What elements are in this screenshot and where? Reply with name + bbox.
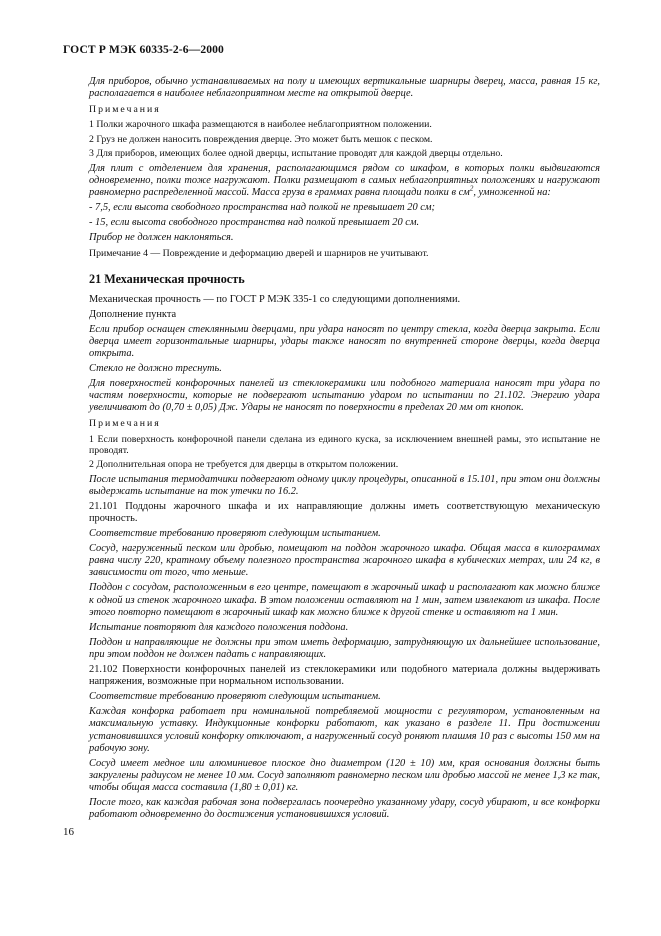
paragraph: Для приборов, обычно устанавливаемых на полу и имеющих вертикальные шарниры дверец, масса, равная 15 кг, располагается в наиболее неблагоприятном месте на открытой дверце.	[89, 76, 600, 100]
paragraph: Механическая прочность — по ГОСТ Р МЭК 335-1 со следующими дополнениями.	[89, 293, 461, 305]
paragraph: Для поверхностей конфорочных панелей из стеклокерамики или подобного материала наносят три удара по частям поверхности, которые не подвергают испытанию ударом по испытании по 21.102. Энергию удара увеличивают до (0,70 ± 0,05) Дж. Удары не наносят по поверхности в пределах 20 мм от кнопок.	[89, 378, 600, 414]
paragraph: Прибор не должен наклоняться.	[89, 231, 234, 243]
paragraph: Сосуд, нагруженный песком или дробью, помещают на поддон жарочного шкафа. Общая масса в килограммах равна числу 220, кратному объему полезного пространства жарочного шкафа в кубических метрах, или 24 кг, в зависимости от того, что меньше.	[89, 543, 600, 579]
paragraph: После испытания термодатчики подвергают одному циклу процедуры, описанной в 15.101, при этом они должны выдержать испытание на ток утечки по 16.2.	[89, 473, 600, 497]
list-item: - 15, если высота свободного пространства над полкой превышает 20 см.	[89, 216, 420, 228]
paragraph: Дополнение пункта	[89, 308, 177, 320]
note-item: 2 Дополнительная опора не требуется для дверцы в открытом положении.	[89, 459, 399, 471]
paragraph: Испытание повторяют для каждого положения поддона.	[89, 621, 349, 633]
paragraph: Соответствие требованию проверяют следующим испытанием.	[89, 691, 381, 703]
paragraph-text: Для плит с отделением для хранения, располагающимся рядом со шкафом, в которых полки выдвигаются одновременно, полки тоже нагружают. Полки размещают в самых неблагоприятных положениях и нагружают равномерно распределенной массой. Масса груза в граммах равна площади полки в см	[89, 162, 600, 198]
superscript: 2	[469, 184, 474, 193]
page-body	[89, 76, 600, 824]
section-heading: 21 Механическая прочность	[89, 272, 245, 287]
paragraph: После того, как каждая рабочая зона подвергалась поочередно указанному удару, сосуд убирают, и все конфорки работают одновременно до достижения установившихся условий.	[89, 796, 600, 821]
paragraph: Сосуд имеет медное или алюминиевое плоское дно диаметром (120 ± 10) мм, края основания должны быть закруглены радиусом не менее 10 мм. Сосуд заполняют равномерно песком или дробью массой не менее 1,3 кг так, чтобы общая масса составила (1,80 ± 0,01) кг.	[89, 757, 600, 793]
paragraph: Соответствие требованию проверяют следующим испытанием.	[89, 528, 381, 540]
paragraph: 21.102 Поверхности конфорочных панелей из стеклокерамики или подобного материала должны выдерживать напряжения, возможные при нормальном использовании.	[89, 664, 600, 688]
note-item: 3 Для приборов, имеющих более одной дверцы, испытание проводят для каждой дверцы отдельно.	[89, 148, 503, 160]
note-item: Примечание 4 — Повреждение и деформацию дверей и шарниров не учитывают.	[89, 248, 429, 260]
note-item: 1 Если поверхность конфорочной панели сделана из единого куска, за исключением внешней рамы, это испытание не проводят.	[89, 433, 600, 456]
page-number: 16	[63, 826, 74, 838]
document-header: ГОСТ Р МЭК 60335-2-6—2000	[63, 43, 224, 56]
paragraph	[89, 163, 600, 199]
paragraph: Если прибор оснащен стеклянными дверцами, при удара наносят по центру стекла, когда дверца закрыта. Если дверца имеет горизонтальные шарниры, удары также наносят по внутренней стороне дверцы, когда дверца открыта.	[89, 323, 600, 359]
notes-heading: Примечания	[89, 104, 161, 116]
list-item: - 7,5, если высота свободного пространства над полкой не превышает 20 см;	[89, 201, 435, 213]
notes-heading: Примечания	[89, 418, 161, 430]
paragraph: Поддон с сосудом, расположенным в его центре, помещают в жарочный шкаф и располагают как можно ближе к одной из стенок жарочного шкафа. В этом положении оставляют на 1 мин, затем извлекают из шкафа. После этого повторно помещают в жарочный шкаф как можно ближе к другой стенке и оставляют на 1 мин.	[89, 582, 600, 618]
paragraph-text: , умноженной на:	[473, 186, 551, 198]
note-item: 1 Полки жарочного шкафа размещаются в наиболее неблагоприятном положении.	[89, 119, 432, 131]
paragraph: Стекло не должно треснуть.	[89, 363, 222, 375]
note-item: 2 Груз не должен наносить повреждения дверце. Это может быть мешок с песком.	[89, 133, 433, 145]
paragraph: 21.101 Поддоны жарочного шкафа и их направляющие должны иметь соответствующую механическую прочность.	[89, 500, 600, 524]
paragraph: Каждая конфорка работает при номинальной потребляемой мощности с регулятором, установленным на максимальную уставку. Индукционные конфорки работают, как указано в разделе 11. При достижении установившихся условий конфорку отключают, а нагруженный сосуд роняют плашмя 10 раз с высоты 150 мм на рабочую зону.	[89, 706, 600, 754]
paragraph: Поддон и направляющие не должны при этом иметь деформацию, затрудняющую их дальнейшее использование, при этом поддон не должен падать с направляющих.	[89, 636, 600, 660]
